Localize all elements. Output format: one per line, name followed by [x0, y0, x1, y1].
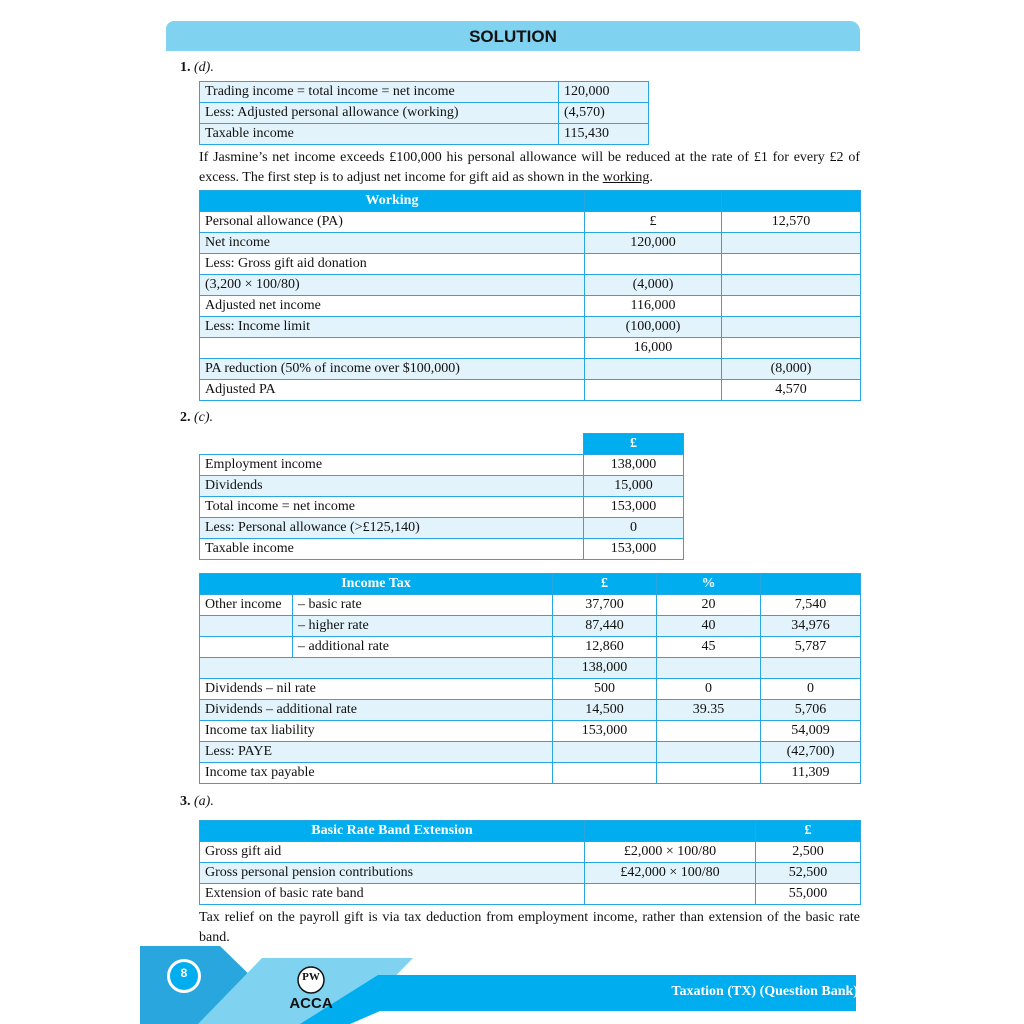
table-row: Trading income = total income = net income 120,000: [200, 82, 649, 103]
question-number: 3.: [180, 794, 191, 809]
page-number: 8: [180, 966, 188, 980]
table-row: – additional rate 12,860 45 5,787: [200, 637, 861, 658]
solution-banner: [166, 21, 860, 51]
table-row: Gross gift aid £2,000 × 100/80 2,500: [200, 842, 861, 863]
working-link: working: [602, 170, 650, 185]
table-row: Adjusted PA 4,570: [200, 380, 861, 401]
table-row: Dividends – additional rate 14,500 39.35 5,706: [200, 700, 861, 721]
q3-basic-rate-band-table: [199, 820, 861, 905]
table-header-row: [200, 191, 861, 212]
table-row: Total income = net income 153,000: [200, 497, 684, 518]
q1-income-table: [199, 81, 649, 145]
question-3-label: [180, 794, 214, 810]
table-row: Less: Personal allowance (>£125,140) 0: [200, 518, 684, 539]
q1-explanation: If Jasmine’s net income exceeds £100,000 his personal allowance will be reduced at the rate of £1 for every £2 of excess. The first step is to adjust net income for gift aid as shown in the working.: [199, 150, 860, 185]
table-row: Less: PAYE (42,700): [200, 742, 861, 763]
table-row: Less: Adjusted personal allowance (working) (4,570): [200, 103, 649, 124]
table-header-row: Income Tax £ %: [200, 574, 861, 595]
question-answer: (d).: [194, 60, 214, 75]
table-row: Employment income 138,000: [200, 455, 684, 476]
table-row: Net income 120,000: [200, 233, 861, 254]
table-row: 138,000: [200, 658, 861, 679]
footer-graphic: [0, 940, 1024, 1024]
table-row: Other income – basic rate 37,700 20 7,540: [200, 595, 861, 616]
book-title: Taxation (TX) (Question Bank): [671, 984, 858, 999]
table-row: Personal allowance (PA) £ 12,570: [200, 212, 861, 233]
page-title: SOLUTION: [469, 27, 557, 46]
question-1-label: [180, 60, 214, 76]
question-2-label: [180, 410, 213, 426]
table-row: Gross personal pension contributions £42,000 × 100/80 52,500: [200, 863, 861, 884]
question-answer: (a).: [194, 794, 214, 809]
table-row: Adjusted net income 116,000: [200, 296, 861, 317]
table-row: Dividends 15,000: [200, 476, 684, 497]
question-number: 2.: [180, 410, 191, 425]
acca-logo-text: ACCA: [289, 995, 333, 1012]
table-row: 16,000: [200, 338, 861, 359]
table-row: Less: Gross gift aid donation: [200, 254, 861, 275]
working-header: Working: [200, 191, 585, 212]
q3-explanation: Tax relief on the payroll gift is via tax deduction from employment income, rather than extension of the basic rate band.: [199, 910, 860, 945]
table-row: – higher rate 87,440 40 34,976: [200, 616, 861, 637]
table-row: Extension of basic rate band 55,000: [200, 884, 861, 905]
table-row: Taxable income 153,000: [200, 539, 684, 560]
table-row: Taxable income 115,430: [200, 124, 649, 145]
table-row: (3,200 × 100/80) (4,000): [200, 275, 861, 296]
table-header-row: Basic Rate Band Extension £: [200, 821, 861, 842]
table-row: Income tax liability 153,000 54,009: [200, 721, 861, 742]
q2-income-table: [199, 433, 684, 560]
q1-working-table: [199, 190, 861, 401]
table-row: Income tax payable 11,309: [200, 763, 861, 784]
table-row: Less: Income limit (100,000): [200, 317, 861, 338]
table-row: Dividends – nil rate 500 0 0: [200, 679, 861, 700]
table-row: PA reduction (50% of income over $100,000) (8,000): [200, 359, 861, 380]
q2-income-tax-table: [199, 573, 861, 784]
table-header-row: £: [200, 434, 684, 455]
pw-logo-mark: PW: [302, 971, 320, 983]
question-answer: (c).: [194, 410, 214, 425]
question-number: 1.: [180, 60, 191, 75]
